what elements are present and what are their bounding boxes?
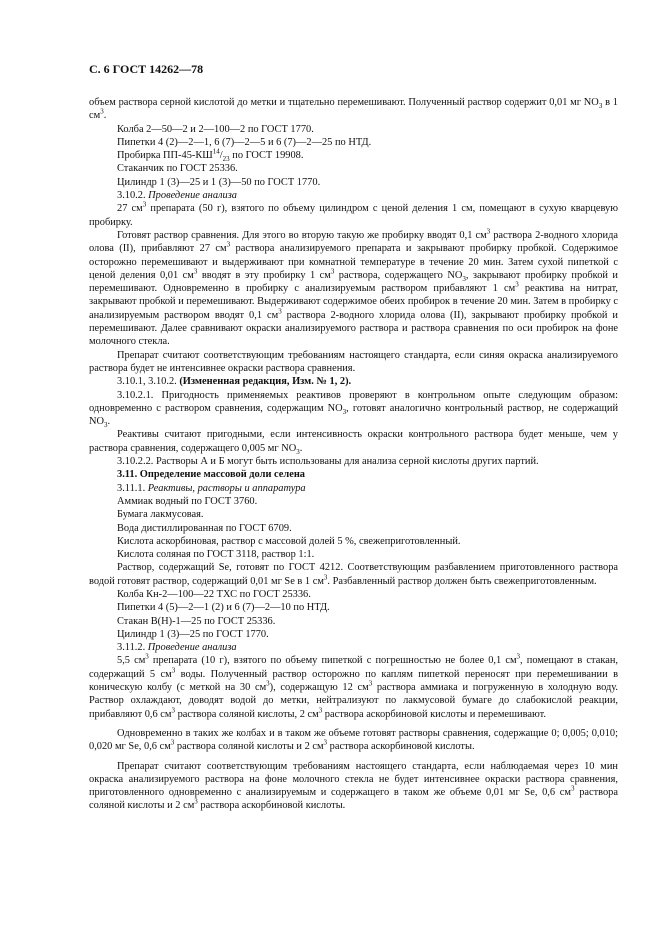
text-run: раствора аскорбиновой кислоты. bbox=[197, 800, 346, 812]
superscript: 3 bbox=[278, 307, 282, 316]
text-run: Реактивы считают пригодными, если интенсивность окраски контрольного раствора будет меньше, чем у раствора сравнения, содержащего 0,005 мг NO bbox=[89, 429, 618, 454]
text-run: Колба 2—50—2 и 2—100—2 по ГОСТ 1770. bbox=[117, 123, 314, 135]
paragraph bbox=[89, 455, 618, 468]
paragraph bbox=[89, 229, 618, 349]
paragraph bbox=[89, 349, 618, 376]
superscript: 3 bbox=[266, 679, 270, 688]
superscript: 3 bbox=[171, 666, 176, 675]
paragraph bbox=[89, 508, 618, 521]
text-run: Колба Кн-2—100—22 ТХС по ГОСТ 25336. bbox=[117, 588, 311, 600]
superscript: 3 bbox=[226, 240, 231, 249]
subscript: 23 bbox=[222, 155, 230, 164]
text-run: раствора 2-водного хлорида олова (II), прибавляют 27 см bbox=[89, 229, 618, 255]
text-run: Проведение анализа bbox=[147, 642, 237, 654]
text-run: . bbox=[299, 442, 303, 454]
paragraph bbox=[89, 615, 618, 628]
paragraph bbox=[89, 760, 618, 813]
paragraph bbox=[89, 727, 618, 754]
superscript: 3 bbox=[318, 706, 323, 715]
text-run: Пробирка ПП-45-КШ bbox=[117, 150, 213, 162]
subscript: 3 bbox=[296, 447, 300, 456]
superscript: 3 bbox=[194, 797, 198, 806]
paragraph bbox=[89, 522, 618, 535]
text-run: раствора соляной кислоты, 2 см bbox=[175, 708, 319, 720]
superscript: 3 bbox=[323, 573, 328, 582]
text-run: Стаканчик по ГОСТ 25336. bbox=[117, 163, 238, 175]
text-run: Вода дистиллированная по ГОСТ 6709. bbox=[117, 522, 292, 534]
text-run: Кислота аскорбиновая, раствор с массовой долей 5 %, свежеприготовленный. bbox=[117, 535, 461, 547]
paragraph bbox=[89, 162, 618, 175]
superscript: 3 bbox=[145, 653, 149, 661]
text-run: раствора аскорбиновой кислоты и перемешивают. bbox=[322, 708, 546, 720]
text-run: Бумага лакмусовая. bbox=[117, 509, 204, 521]
paragraph bbox=[89, 123, 618, 136]
text-run: , готовят аналогично контрольный раствор, не содержащий NO bbox=[89, 402, 619, 428]
text-run: раствора, содержащего NO bbox=[334, 269, 463, 281]
text-run: раствора 2-водного хлорида олова (II), закрывают пробирку пробкой и перемешивают. Далее сравнивают окраски анализируемого раствора и раствора сравнения по оси пробирок на фоне молочного стекла. bbox=[89, 309, 618, 348]
page-header: С. 6 ГОСТ 14262—78 bbox=[89, 62, 204, 76]
superscript: 3 bbox=[486, 227, 491, 236]
paragraph bbox=[89, 588, 618, 601]
text-run: 3.11.2. bbox=[117, 642, 148, 654]
superscript: 3 bbox=[323, 738, 328, 747]
text-run: раствора аммиака и погруженную в холодную воду. Раствор охлаждают, доводят водой до метки, нейтрализуют по лакмусовой бумаге до слабокислой реакции, прибавляют 0,6 см bbox=[89, 682, 619, 720]
text-run: препарата (10 г), взятого по объему пипеткой с погрешностью не более 0,1 см bbox=[148, 655, 517, 667]
text-run: / bbox=[219, 150, 223, 162]
text-run: 3.11. Определение массовой доли селена bbox=[117, 469, 306, 481]
text-run: раствора соляной кислоты и 2 см bbox=[174, 741, 324, 753]
paragraph bbox=[89, 96, 618, 123]
superscript: 3 bbox=[170, 738, 175, 747]
paragraph bbox=[89, 495, 618, 508]
paragraph bbox=[89, 654, 618, 720]
text-run: Препарат считают соответствующим требованиям настоящего стандарта, если наблюдаемая через 10 мин окраска анализируемого раствора на фоне молочного стекла не будет интенсивнее окраски раствора сравнения, приготовленного одновременно с анализируемым и содержащего в таком же объеме 0,01 мг Se, 0,6 см bbox=[89, 760, 618, 799]
text-run: 3.10.2.2. Растворы А и Б могут быть использованы для анализа серной кислоты других партий. bbox=[117, 456, 539, 468]
subscript: 3 bbox=[104, 421, 108, 430]
paragraph bbox=[89, 428, 618, 455]
text-run: Препарат считают соответствующим требованиям настоящего стандарта, если синяя окраска анализируемого раствора будет не интенсивнее окраски раствора сравнения. bbox=[89, 349, 618, 374]
text-run: . bbox=[103, 110, 107, 122]
text-run: 3.10.2.1. Пригодность применяемых реактивов проверяют в контрольном опыте следующим образом: одновременно с раствором сравнения, содержащим NO bbox=[89, 389, 618, 414]
text-run: Цилиндр 1 (3)—25 по ГОСТ 1770. bbox=[117, 628, 269, 640]
paragraph bbox=[89, 601, 618, 614]
text-run: Стакан В(Н)-1—25 по ГОСТ 25336. bbox=[117, 615, 276, 627]
paragraph bbox=[89, 641, 618, 654]
text-run: . Разбавленный раствор должен быть свежеприготовленным. bbox=[327, 575, 597, 587]
text-run: 3.11.1. bbox=[117, 482, 148, 494]
text-run: Кислота соляная по ГОСТ 3118, раствор 1:1. bbox=[117, 549, 315, 561]
text-run: Готовят раствор сравнения. Для этого во вторую такую же пробирку вводят 0,1 см bbox=[117, 229, 487, 241]
text-run: , помещают в стакан, содержащий 5 см bbox=[89, 655, 618, 680]
text-run: воды. Полученный раствор осторожно по каплям пипеткой переносят при перемешивании в коническую колбу (с меткой на 30 см bbox=[89, 668, 619, 694]
text-run: Цилиндр 1 (3)—25 и 1 (3)—50 по ГОСТ 1770. bbox=[117, 176, 321, 188]
text-run: Реактивы, растворы и аппаратура bbox=[147, 482, 306, 494]
text-run: раствора соляной кислоты и 2 см bbox=[89, 787, 618, 812]
text-run: вводят в эту пробирку 1 см bbox=[197, 269, 331, 281]
text-run: раствора аскорбиновой кислоты. bbox=[327, 741, 475, 753]
paragraph bbox=[89, 628, 618, 641]
subscript: 3 bbox=[462, 274, 466, 283]
text-run: 3.10.2. bbox=[117, 190, 149, 202]
text-run: раствора анализируемого препарата и закрывают пробирку пробкой. Содержимое осторожно перемешивают и выдерживают при комнатной температуре в течение 20 мин. Затем сухой пипеткой с ценой деления 0,01 см bbox=[89, 243, 619, 281]
paragraph bbox=[89, 468, 618, 481]
paragraph bbox=[89, 535, 618, 548]
text-run: Проведение анализа bbox=[148, 190, 238, 202]
document-body bbox=[89, 96, 618, 813]
superscript: 3 bbox=[100, 107, 104, 116]
paragraph bbox=[89, 482, 618, 495]
superscript: 3 bbox=[142, 200, 147, 209]
text-run: Раствор, содержащий Se, готовят по ГОСТ 4212. Соответствующим разбавлением приготовленного раствора водой готовят раствор, содержащий 0,01 мг Se в 1 см bbox=[89, 562, 618, 587]
superscript: 3 bbox=[515, 280, 519, 289]
text-run: реактива на нитрат, закрывают пробкой и перемешивают. Выдерживают содержимое обеих пробирок в течение 20 мин. Затем в пробирку с анализируемым раствором вводят 0,1 см bbox=[89, 283, 619, 321]
superscript: 3 bbox=[368, 679, 373, 688]
paragraph bbox=[89, 149, 618, 162]
paragraph bbox=[89, 375, 618, 388]
text-run: 5,5 см bbox=[117, 655, 146, 667]
subscript: 3 bbox=[598, 102, 603, 111]
superscript: 3 bbox=[571, 784, 575, 793]
paragraph bbox=[89, 561, 618, 588]
text-run: Аммиак водный по ГОСТ 3760. bbox=[117, 495, 258, 507]
text-run: (Измененная редакция, Изм. № 1, 2). bbox=[179, 376, 352, 388]
superscript: 3 bbox=[171, 706, 175, 715]
text-run: по ГОСТ 19908. bbox=[229, 150, 304, 162]
text-run: , закрывают пробирку пробкой и перемешивают. Одновременно в пробирку с анализируемым раствором прибавляют 1 см bbox=[89, 269, 618, 295]
text-run: ), содержащую 12 см bbox=[269, 682, 369, 694]
paragraph bbox=[89, 202, 618, 229]
paragraph bbox=[89, 176, 618, 189]
superscript: 3 bbox=[516, 653, 521, 661]
superscript: 14 bbox=[212, 147, 220, 156]
subscript: 3 bbox=[342, 407, 347, 416]
text-run: в 1 см bbox=[89, 97, 618, 122]
text-run: Одновременно в таких же колбах и в таком же объеме готовят растворы сравнения, содержащие 0; 0,005; 0,010; 0,020 мг Se, 0,6 см bbox=[89, 727, 618, 753]
paragraph bbox=[89, 389, 618, 429]
text-run: 27 см bbox=[117, 203, 143, 215]
text-run: препарата (50 г), взятого по объему цилиндром с ценой деления 1 см, помещают в сухую кварцевую пробирку. bbox=[89, 203, 618, 228]
superscript: 3 bbox=[193, 267, 198, 276]
paragraph bbox=[89, 548, 618, 561]
paragraph bbox=[89, 136, 618, 149]
superscript: 3 bbox=[330, 267, 335, 276]
text-run: 3.10.1, 3.10.2. bbox=[117, 376, 180, 388]
text-run: Пипетки 4 (5)—2—1 (2) и 6 (7)—2—10 по НТД. bbox=[117, 602, 330, 614]
paragraph bbox=[89, 189, 618, 202]
text-run: . bbox=[107, 416, 111, 428]
text-run: объем раствора серной кислотой до метки и тщательно перемешивают. Полученный раствор содержит 0,01 мг NO bbox=[89, 97, 599, 108]
text-run: Пипетки 4 (2)—2—1, 6 (7)—2—5 и 6 (7)—2—25 по НТД. bbox=[117, 136, 372, 148]
